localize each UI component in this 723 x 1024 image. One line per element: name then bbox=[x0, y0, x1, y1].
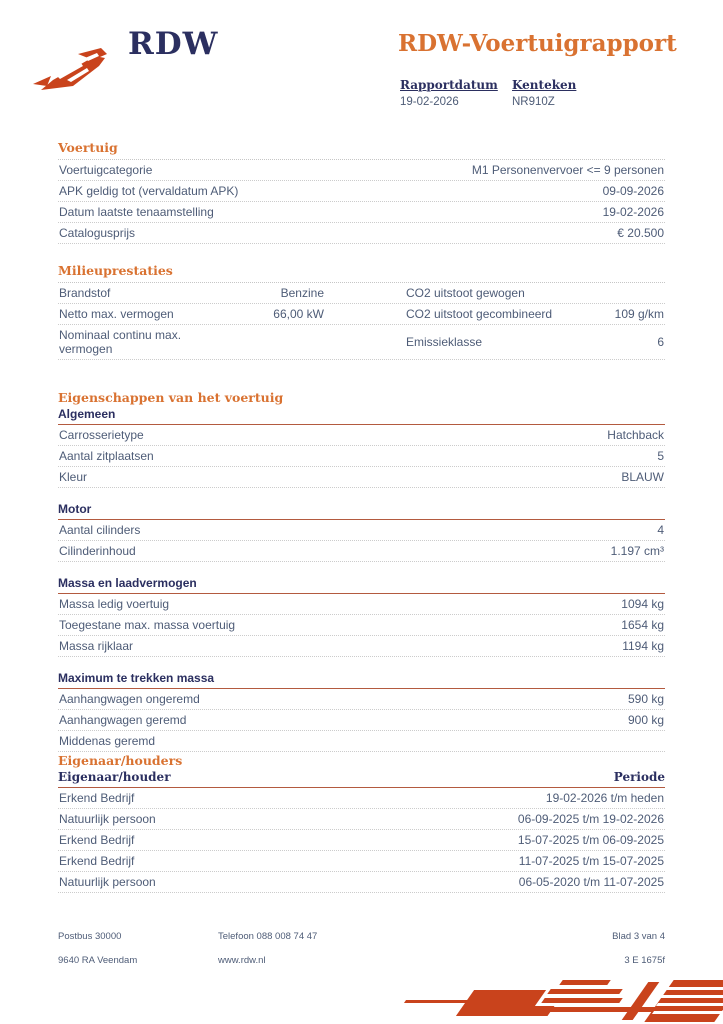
row-label: Middenas geremd bbox=[59, 734, 156, 748]
row-value: 66,00 kW bbox=[273, 307, 324, 321]
table-row bbox=[58, 283, 665, 304]
footer-page-number: Blad 3 van 4 bbox=[612, 931, 665, 942]
subsection-title-massa: Massa en laadvermogen bbox=[58, 576, 665, 594]
owner-table-header bbox=[58, 770, 665, 788]
table-row bbox=[58, 636, 665, 657]
table-row bbox=[58, 689, 665, 710]
period-cell: 11-07-2025 t/m 15-07-2025 bbox=[518, 854, 664, 868]
table-row bbox=[58, 872, 665, 893]
page-title: RDW-Voertuigrapport bbox=[398, 30, 677, 57]
section-eigenschappen bbox=[58, 390, 665, 752]
row-label: Catalogusprijs bbox=[59, 226, 136, 240]
footer-website: www.rdw.nl bbox=[218, 955, 266, 966]
rdw-eagle-icon bbox=[33, 46, 118, 97]
row-value: € 20.500 bbox=[617, 226, 664, 240]
row-label: Aantal cilinders bbox=[59, 523, 141, 537]
row-value: BLAUW bbox=[621, 470, 664, 484]
table-row bbox=[58, 710, 665, 731]
row-value: 590 kg bbox=[627, 692, 664, 706]
row-value: M1 Personenvervoer <= 9 personen bbox=[471, 163, 664, 177]
section-title-voertuig: Voertuig bbox=[58, 140, 665, 160]
table-row bbox=[58, 731, 665, 752]
row-label: Aanhangwagen ongeremd bbox=[59, 692, 200, 706]
footer-address-line1: Postbus 30000 bbox=[58, 931, 122, 942]
table-row bbox=[58, 160, 665, 181]
row-value: 09-09-2026 bbox=[602, 184, 664, 198]
footer-form-code: 3 E 1675f bbox=[624, 955, 665, 966]
report-date-value: 19-02-2026 bbox=[400, 96, 459, 108]
footer-phone: Telefoon 088 008 74 47 bbox=[218, 931, 318, 942]
table-row bbox=[58, 325, 665, 360]
page-footer bbox=[58, 931, 665, 979]
table-row bbox=[58, 830, 665, 851]
row-value: 900 kg bbox=[627, 713, 664, 727]
row-label: Carrosserietype bbox=[59, 428, 144, 442]
row-value: Benzine bbox=[280, 286, 324, 300]
row-label: CO2 uitstoot gewogen bbox=[406, 286, 525, 300]
section-milieuprestaties bbox=[58, 263, 665, 360]
section-title-eigenschappen: Eigenschappen van het voertuig bbox=[58, 390, 284, 405]
table-row bbox=[58, 541, 665, 562]
plate-label: Kenteken bbox=[512, 78, 577, 92]
period-cell: 06-05-2020 t/m 11-07-2025 bbox=[518, 875, 664, 889]
row-value: 1654 kg bbox=[621, 618, 664, 632]
footer-address-line2: 9640 RA Veendam bbox=[58, 955, 138, 966]
row-value: 1094 kg bbox=[621, 597, 664, 611]
row-label: Cilinderinhoud bbox=[59, 544, 136, 558]
period-cell: 06-09-2025 t/m 19-02-2026 bbox=[517, 812, 664, 826]
owner-cell: Natuurlijk persoon bbox=[59, 812, 156, 826]
row-label: Voertuigcategorie bbox=[59, 163, 153, 177]
column-header-period: Periode bbox=[613, 770, 665, 784]
row-label: Massa ledig voertuig bbox=[59, 597, 170, 611]
plate-value: NR910Z bbox=[512, 96, 555, 108]
row-label: Nominaal continu max. vermogen bbox=[59, 328, 182, 356]
table-row bbox=[58, 181, 665, 202]
section-eigenaar-houders bbox=[58, 753, 665, 893]
owner-cell: Erkend Bedrijf bbox=[59, 854, 135, 868]
row-label: Netto max. vermogen bbox=[59, 307, 174, 321]
owner-cell: Erkend Bedrijf bbox=[59, 833, 135, 847]
row-label: Emissieklasse bbox=[406, 335, 483, 349]
table-row bbox=[58, 202, 665, 223]
table-row bbox=[58, 788, 665, 809]
row-label: APK geldig tot (vervaldatum APK) bbox=[59, 184, 239, 198]
period-cell: 19-02-2026 t/m heden bbox=[545, 791, 664, 805]
table-row bbox=[58, 425, 665, 446]
table-row bbox=[58, 467, 665, 488]
row-value: 19-02-2026 bbox=[602, 205, 664, 219]
row-value: 1194 kg bbox=[622, 639, 664, 653]
row-value: 4 bbox=[657, 523, 664, 537]
row-label: Brandstof bbox=[59, 286, 111, 300]
table-row bbox=[58, 223, 665, 244]
row-value: 1.197 cm³ bbox=[610, 544, 664, 558]
row-label: CO2 uitstoot gecombineerd bbox=[406, 307, 553, 321]
logo-wordmark: RDW bbox=[128, 26, 219, 62]
subsection-title-algemeen: Algemeen bbox=[58, 407, 665, 425]
column-header-owner: Eigenaar/houder bbox=[58, 770, 171, 784]
row-value: 6 bbox=[657, 335, 664, 349]
table-row bbox=[58, 594, 665, 615]
row-label: Aantal zitplaatsen bbox=[59, 449, 154, 463]
row-label: Toegestane max. massa voertuig bbox=[59, 618, 236, 632]
row-label: Aanhangwagen geremd bbox=[59, 713, 187, 727]
table-row bbox=[58, 809, 665, 830]
table-row bbox=[58, 851, 665, 872]
row-value: 5 bbox=[657, 449, 664, 463]
rdw-logo bbox=[30, 26, 230, 96]
subsection-title-trekken: Maximum te trekken massa bbox=[58, 671, 665, 689]
table-row bbox=[58, 520, 665, 541]
subsection-title-motor: Motor bbox=[58, 502, 665, 520]
row-label: Massa rijklaar bbox=[59, 639, 134, 653]
owner-cell: Natuurlijk persoon bbox=[59, 875, 156, 889]
section-title-eigenaar: Eigenaar/houders bbox=[58, 753, 183, 768]
table-row bbox=[58, 615, 665, 636]
row-value: 109 g/km bbox=[614, 307, 664, 321]
report-date-label: Rapportdatum bbox=[400, 78, 498, 92]
section-title-milieuprestaties: Milieuprestaties bbox=[58, 263, 665, 283]
row-label: Kleur bbox=[59, 470, 88, 484]
table-row bbox=[58, 446, 665, 467]
row-value: Hatchback bbox=[607, 428, 664, 442]
period-cell: 15-07-2025 t/m 06-09-2025 bbox=[517, 833, 664, 847]
rdw-stripes-icon bbox=[403, 978, 723, 1024]
row-label: Datum laatste tenaamstelling bbox=[59, 205, 214, 219]
table-row bbox=[58, 304, 665, 325]
section-voertuig bbox=[58, 140, 665, 244]
owner-cell: Erkend Bedrijf bbox=[59, 791, 135, 805]
